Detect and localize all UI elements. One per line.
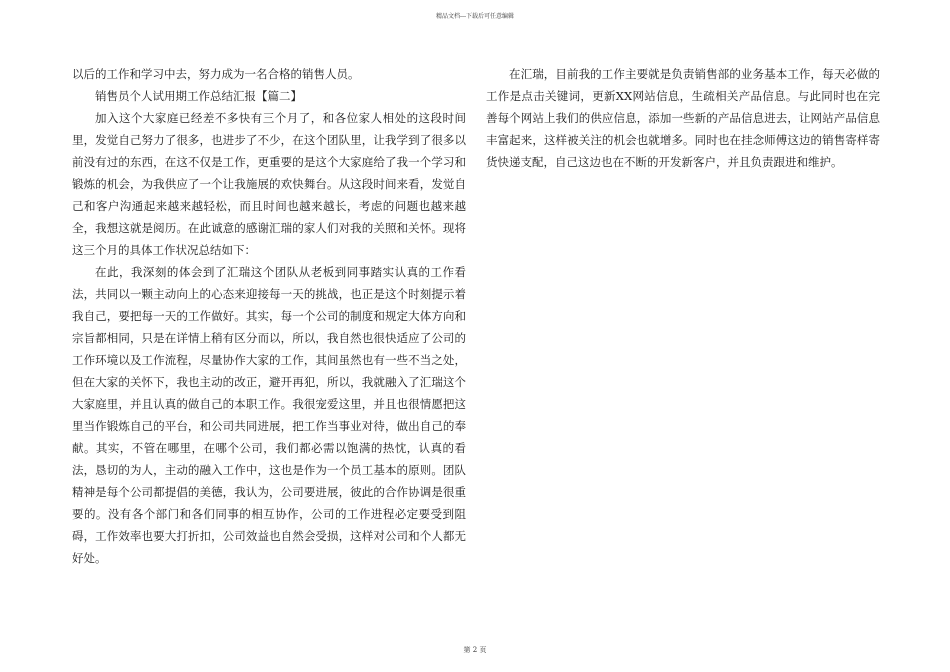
- paragraph-continuation: 以后的工作和学习中去，努力成为一名合格的销售人员。: [72, 67, 360, 81]
- left-column: [72, 63, 466, 569]
- page-number: 第 2 页: [463, 646, 487, 654]
- paragraph-teamwork: 在此，我深刻的体会到了汇瑞这个团队从老板到同事踏实认真的工作看法，共同以一颗主动向上的心态来迎接每一天的挑战，也正是这个时刻提示着我自己，要把每一天的工作做好。其实，每一个公司的制度和规定大体方向和宗旨都相同，只是在详情上稍有区分而以，所以，我自然也很快适应了公司的工作环境以及工作流程，尽量协作大家的工作，其间虽然也有一些不当之处，但在大家的关怀下，我也主动的改正，避开再犯，所以，我就融入了汇瑞这个大家庭里，并且认真的做自己的本职工作。我很宠爱这里，并且也很情愿把这里当作锻炼自己的平台，和公司共同进展，把工作当事业对待，做出自己的奉献。其实，不管在哪里，在哪个公司，我们都必需以饱满的热忱，认真的看法，恳切的为人，主动的融入工作中，这也是作为一个员工基本的原则。团队精神是每个公司都提倡的美德，我认为，公司要进展，彼此的合作协调是很重要的。没有各个部门和各们同事的相互协作，公司的工作进程必定要受到阻碍，工作效率也要大打折扣，公司效益也自然会受损，这样对公司和个人都无好处。: [72, 265, 466, 565]
- right-column: [486, 63, 880, 173]
- section-heading: 销售员个人试用期工作总结汇报【篇二】: [95, 89, 302, 103]
- paragraph-work-duties: 在汇瑞，目前我的工作主要就是负责销售部的业务基本工作，每天必做的工作是点击关键词，更新XX网站信息，生疏相关产品信息。与此同时也在完善每个网站上我们的供应信息，添加一些新的产品信息进去，让网站产品信息丰富起来，这样被关注的机会也就增多。同时也在挂念师傅这边的销售寄样寄货快递支配，自己这边也在不断的开发新客户，并且负责跟进和维护。: [486, 67, 880, 169]
- paragraph-intro: 加入这个大家庭已经差不多快有三个月了，和各位家人相处的这段时间里，发觉自己努力了很多，也进步了不少，在这个团队里，让我学到了很多以前没有过的东西，在这不仅是工作，更重要的是这个大家庭给了我一个学习和锻炼的机会，为我供应了一个让我施展的欢快舞台。从这段时间来看，发觉自己和客户沟通起来越来越轻松，而且时间也越来越长，考虑的问题也越来越全，我想这就是阅历。在此诚意的感谢汇瑞的家人们对我的关照和关怀。现将这三个月的具体工作状况总结如下：: [72, 111, 466, 257]
- page-header: 精品文档---下载后可任意编辑: [435, 13, 515, 20]
